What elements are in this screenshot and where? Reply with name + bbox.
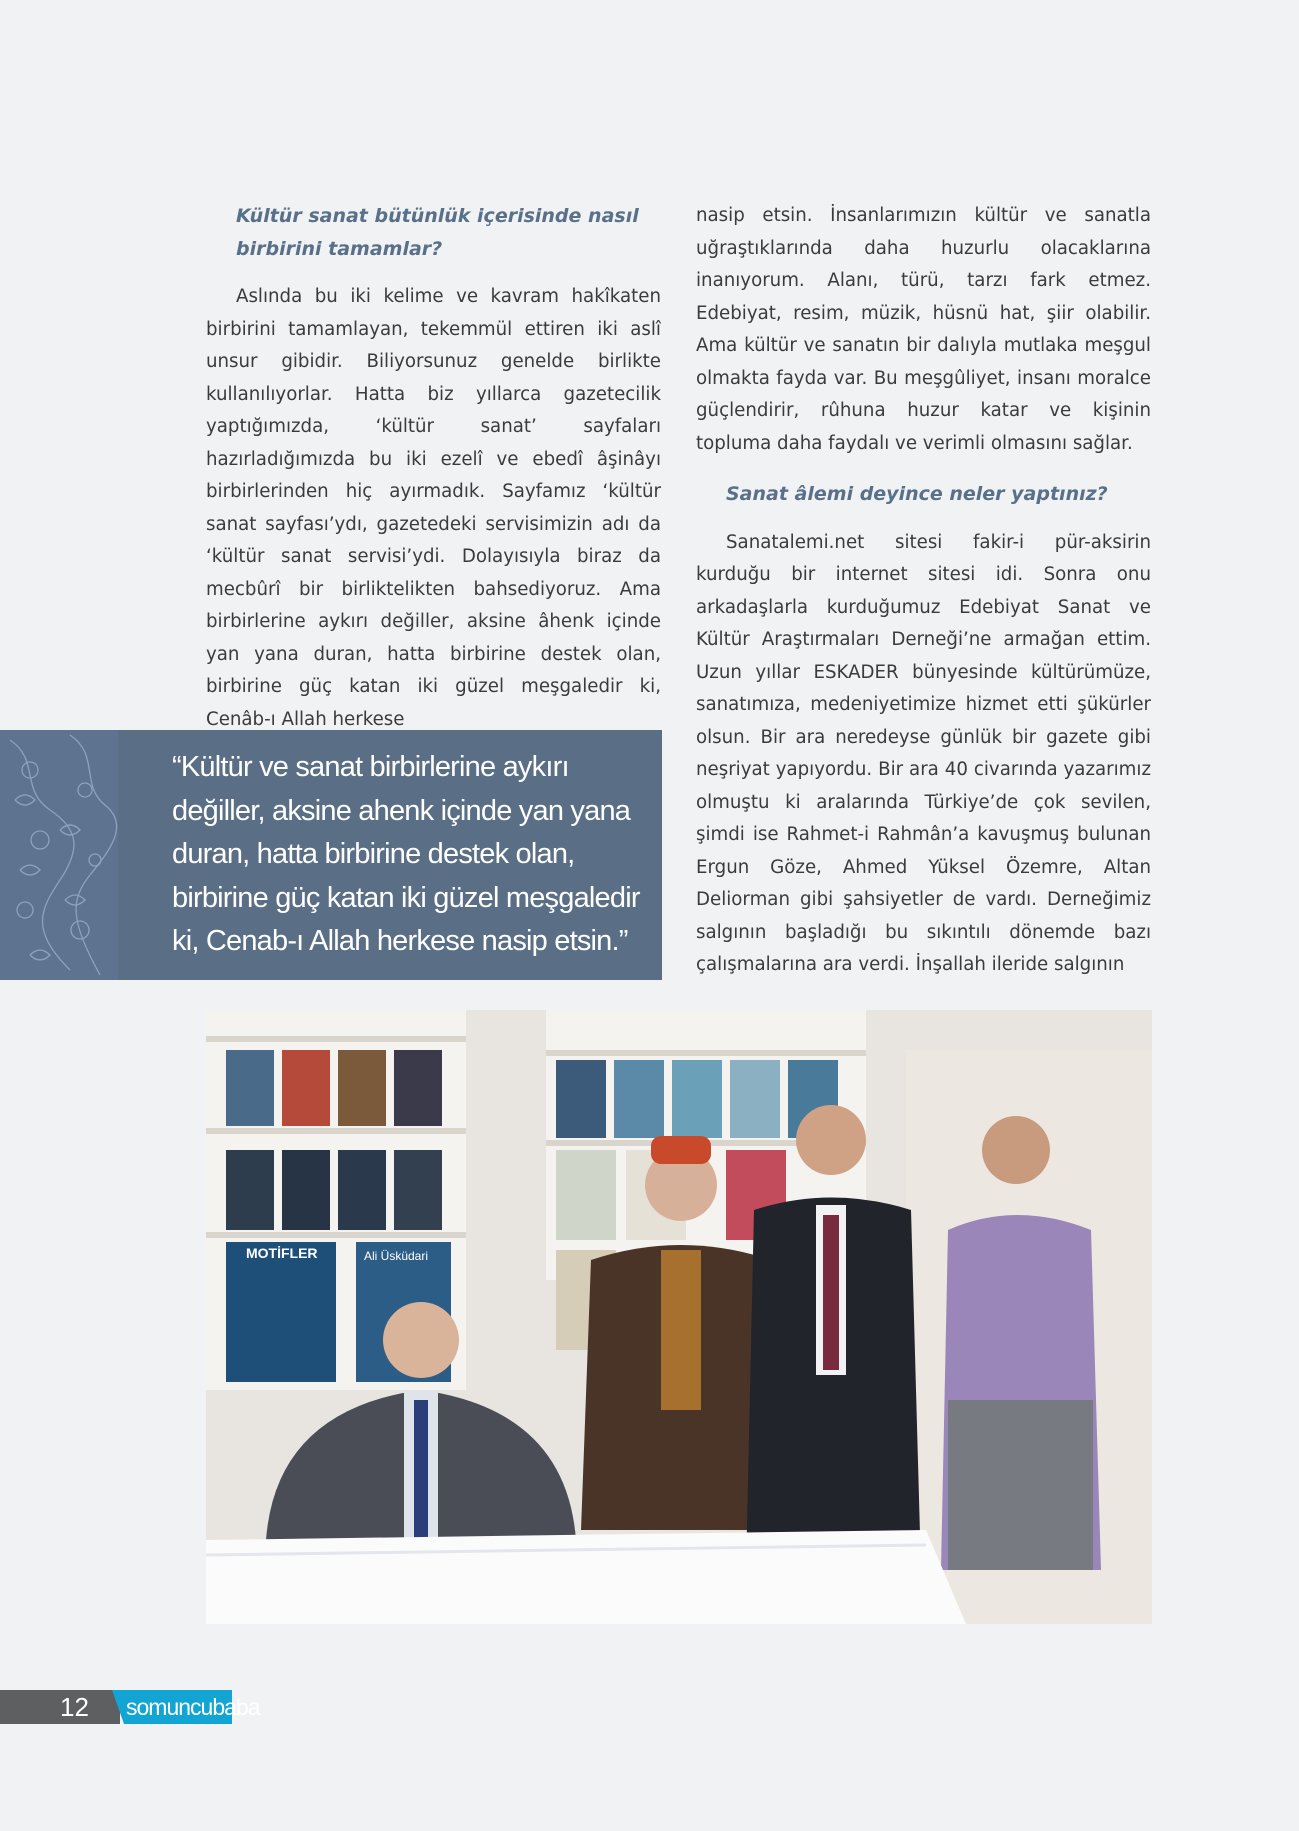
page-number: 12 — [60, 1692, 89, 1722]
right-column — [696, 200, 1151, 982]
body-paragraph-3: Sanatalemi.net sitesi fakir-i pür-aksirin kurduğu bir internet sitesi idi. Sonra onu arkadaşlarla kurduğumuz Edebiyat Sanat ve Kültür Araştırmaları Derneği’ne armağan ettim. Uzun yıllar ESKADER bünyesinde kültürümüze, sanatımıza, medeniyetimize hizmet etti şükürler olsun. Bir ara neredeyse günlük bir gazete gibi neşriyat yapıyordu. Bir ara 40 civarında yazarımız olmuştu ki aralarında Türkiye’de çok sevilen, şimdi ise Rahmet-i Rahmân’a kavuşmuş bulunan Ergun Göze, Ahmed Yüksel Özemre, Altan Deliorman gibi şahsiyetler de vardı. Derneğimiz salgının başladığı bu sıkıntılı dönemde bazı çalışmalarına ara verdi. İnşallah ileride salgının — [696, 531, 1151, 975]
book-title-ali-uskudari: Ali Üsküdari — [364, 1249, 429, 1263]
floral-pattern-icon — [0, 730, 118, 980]
pull-quote-text: “Kültür ve sanat birbirlerine aykırı değiller, aksine ahenk içinde yan yana duran, hatta birbirine destek olan, birbirine güç katan iki güzel meşgaledir ki, Cenab-ı Allah herkese nasip etsin.” — [172, 751, 640, 957]
book-title-motifler: MOTİFLER — [246, 1245, 318, 1261]
pull-quote-box — [0, 730, 662, 980]
body-paragraph-2: nasip etsin. İnsanlarımızın kültür ve sanatla uğraştıklarında daha huzurlu olacaklarına inanıyorum. Alanı, türü, tarzı fark etmez. Edebiyat, resim, müzik, hüsnü hat, şiir olabilir. Ama kültür ve sanatın bir dalıyla mutlaka meşgul olmakta fayda var. Bu meşgûliyet, insanı moralce güçlendirir, rûhuna huzur katar ve kişinin topluma daha faydalı ve verimli olmasını sağlar. — [696, 205, 1151, 454]
left-column — [206, 200, 661, 736]
question-heading-2: Sanat âlemi deyince neler yaptınız? — [726, 483, 1108, 505]
group-photo — [206, 1010, 1152, 1624]
question-heading-1: Kültür sanat bütünlük içerisinde nasıl birbirini tamamlar? — [236, 205, 639, 260]
body-paragraph-1: Aslında bu iki kelime ve kavram hakîkaten birbirini tamamlayan, tekemmül ettiren iki aslî unsur gibidir. Biliyorsunuz genelde birlikte kullanılıyorlar. Hatta biz yıllarca gazetecilik yaptığımızda, ‘kültür sanat’ sayfaları hazırladığımızda bu iki ezelî ve ebedî âşinâyı birbirlerinden hiç ayırmadık. Sayfamız ‘kültür sanat sayfası’ydı, gazetedeki servisimizin adı da ‘kültür sanat servisi’ydi. Dolayısıyla biraz da mecbûrî bir birliktelikten bahsediyoruz. Ama birbirlerine aykırı değiller, aksine âhenk içinde yan yana duran, hatta birbirine destek olan, birbirine güç katan iki güzel meşgaledir ki, Cenâb-ı Allah herkese — [206, 286, 661, 730]
brand-logo-text: somuncubaba — [126, 1694, 260, 1720]
